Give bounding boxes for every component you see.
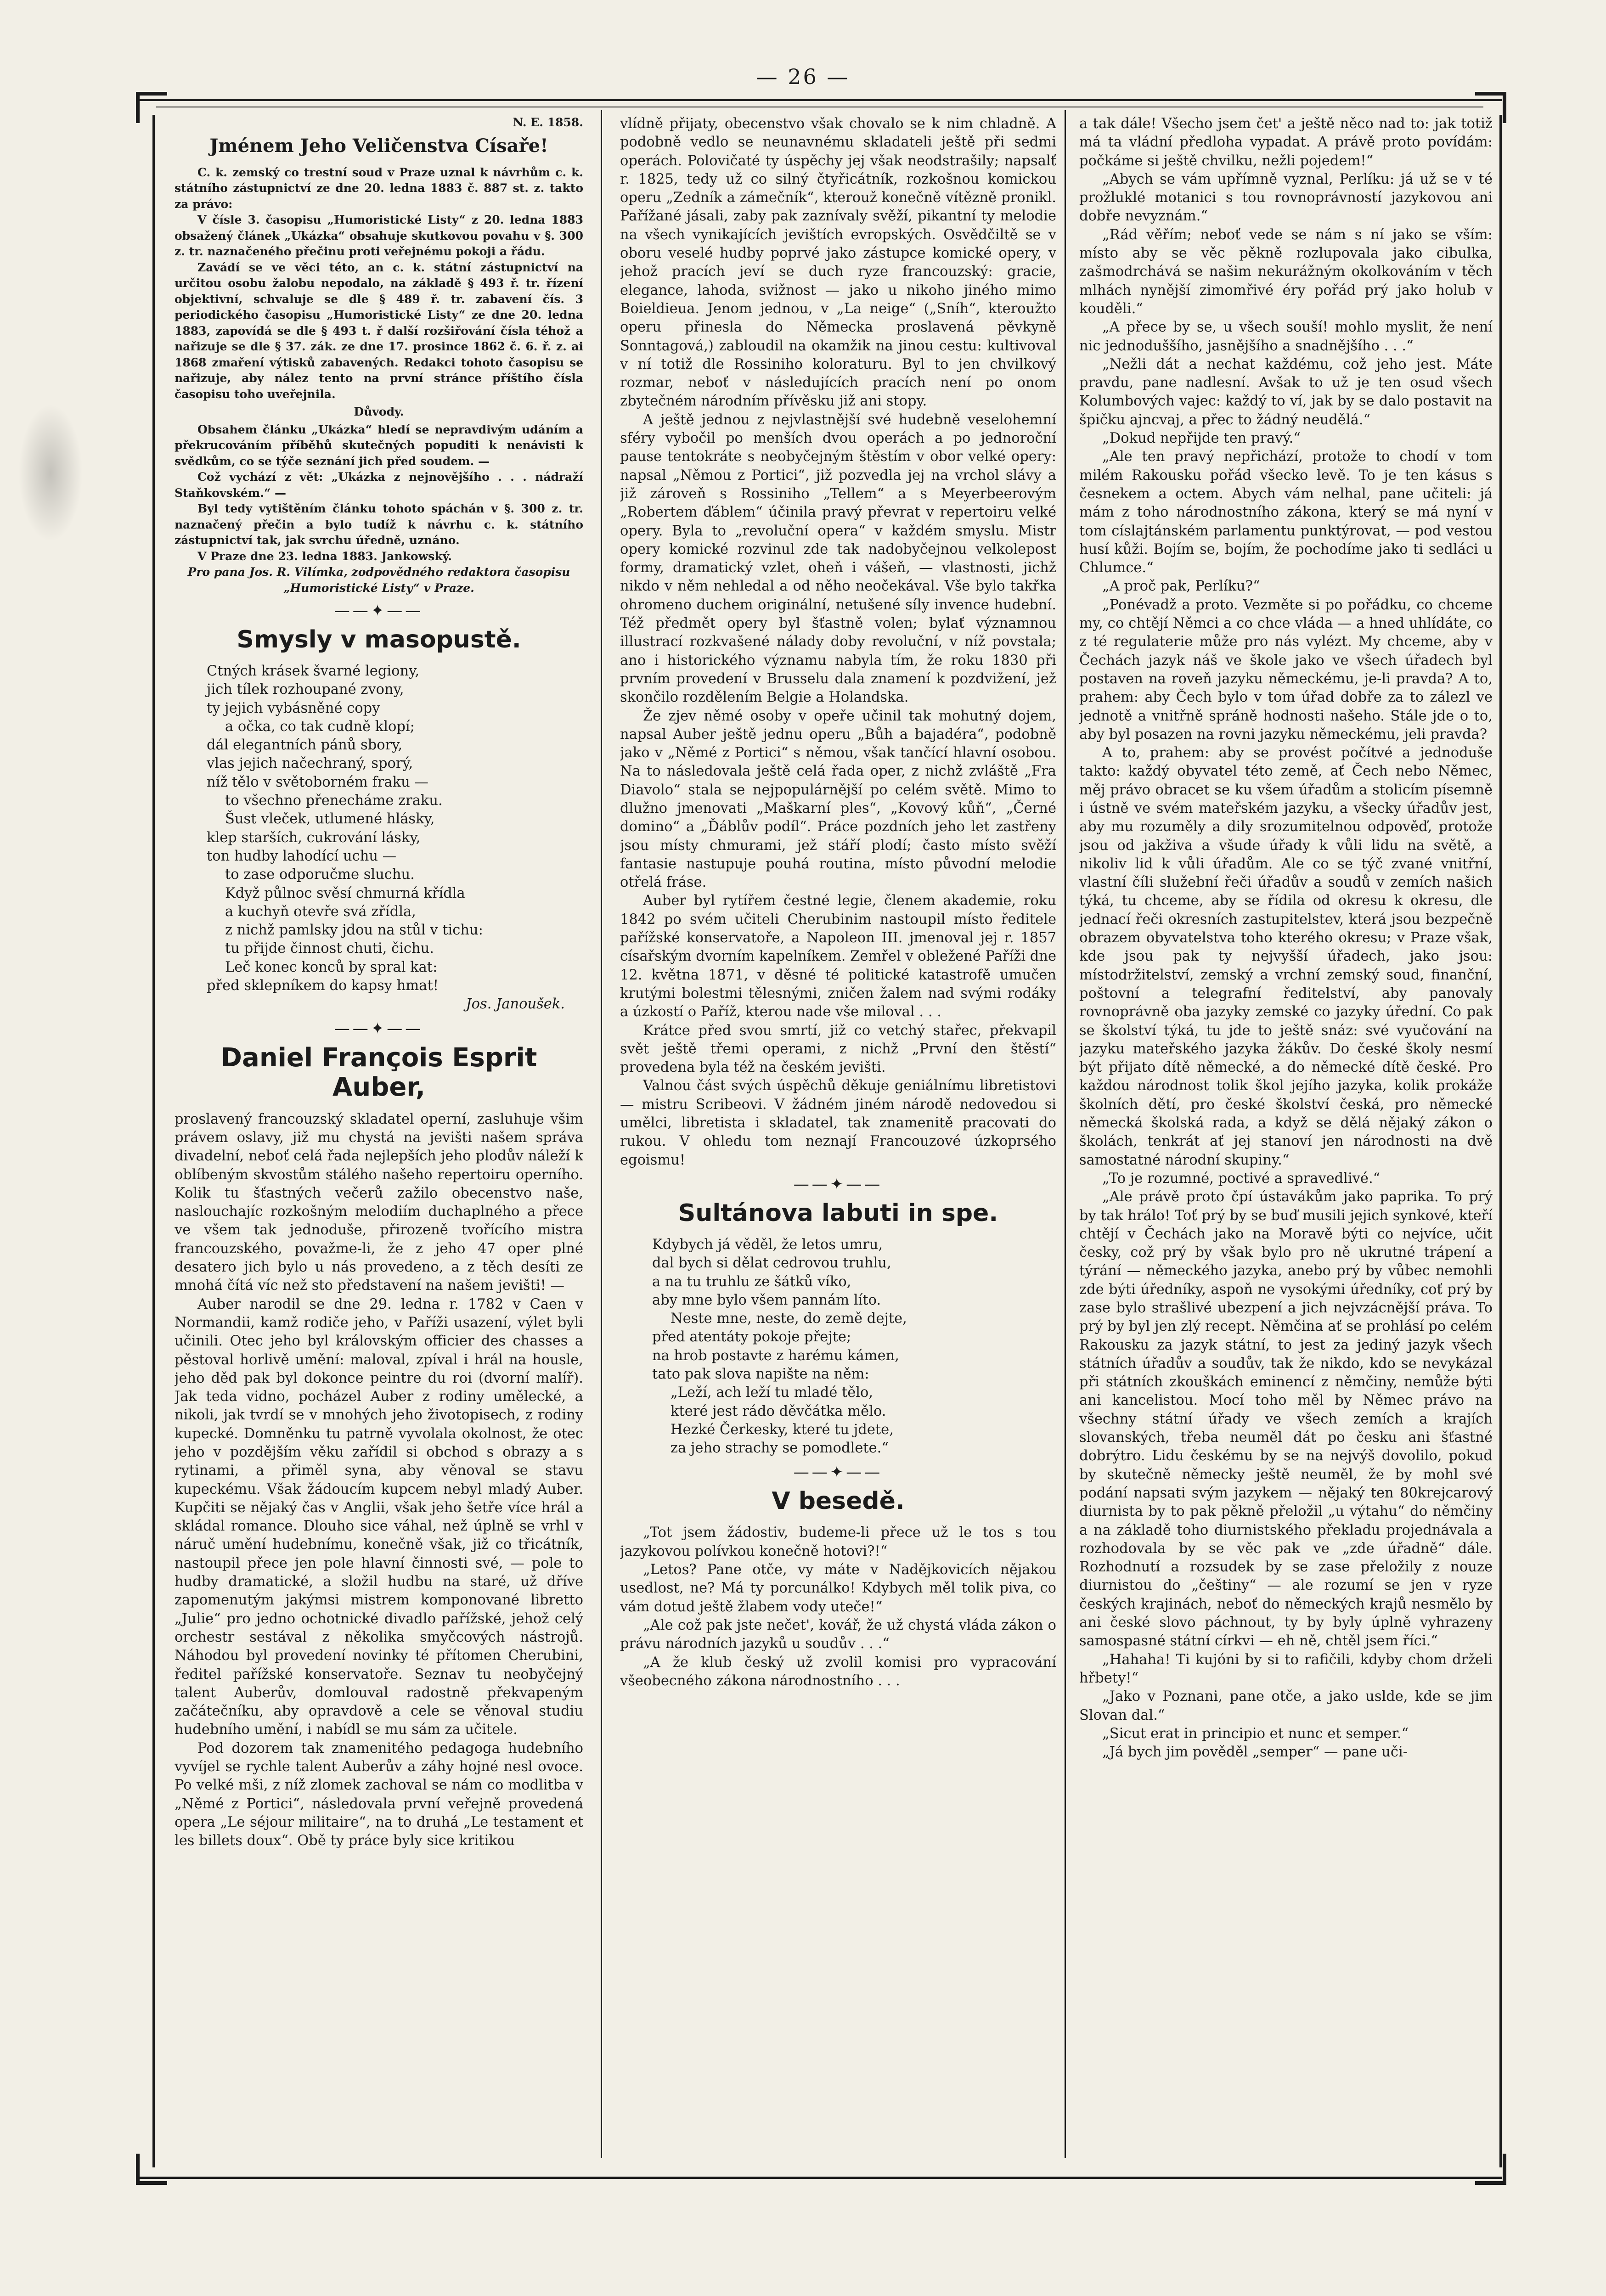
beseda-continued-paragraph: „Hahaha! Ti kujóni by si to rafičili, kdyby chom drželi hřbety!“ bbox=[1079, 1651, 1493, 1686]
reasons-paragraph: Obsahem článku „Ukázka“ hledí se nepravdivým udáním a překrucováním příběhů skutečných popuditi k nenávisti k svědkům, co se týče seznání jich před soudem. — bbox=[175, 422, 583, 468]
section-divider: ——✦—— bbox=[334, 602, 424, 620]
beseda-paragraph: „Tot jsem žádostiv, budeme-li přece už le tos s tou jazykovou polívkou konečně hotovi?!“ bbox=[620, 1525, 1056, 1559]
beseda-continued-paragraph: „Nežli dát a nechat každému, což jeho jest. Máte pravdu, pane nadlesní. Avšak to už je ten osud všech Kolumbových vajec: každý to ví, jak by se dalo postavit na špičku ajncvaj, a přec to žádný neudělá.“ bbox=[1079, 356, 1493, 428]
poem-sultanova bbox=[620, 1236, 1056, 1458]
paper-smudge bbox=[18, 404, 83, 542]
section-divider: ——✦—— bbox=[793, 1175, 883, 1193]
court-paragraph: Zavádí se ve věci této, an c. k. státní zástupnictví na určitou osobu žalobu nepodalo, na základě § 493 ř. tr. řízení objektivní, schvaluje se dle § 489 ř. tr. zabavení čís. 3 periodického časopisu „Humoristické Listy“ ze dne 20. ledna 1883, zapovídá se dle § 493 t. ř další rozšiřování čísla téhož a nařizuje se dle § 37. zák. ze dne 17. prosince 1862 č. 6. ř. z. ai 1868 zmaření výtisků zabavených. Redakci tohoto časopisu se nařizuje, aby nález tento na první stránce příštího čísla časopisu toho uveřejnila. bbox=[175, 260, 583, 401]
beseda-title: V besedě. bbox=[772, 1487, 905, 1515]
court-verdict bbox=[175, 165, 583, 597]
court-footer: Pro pana Jos. R. Vilímka, zodpovědného redaktora časopisu „Humoristické Listy“ v Praze. bbox=[187, 565, 570, 595]
auber-continued-paragraph: Auber byl rytířem čestné legie, členem akademie, roku 1842 po svém učiteli Cherubinim nastoupil místo ředitele pařížské konservatoře, a Napoleon III. jmenoval jej r. 1857 císařským dvorním kapelníkem. Zemřel v obležené Paříži dne 12. května 1871, v děsné té politické katastrofě umučen krutými bolestmi tělesnými, zničen žalem nad svými rodáky a úzkostí o Paříž, kterou nade vše miloval . . . bbox=[620, 893, 1056, 1020]
poem-line: to zase odporučme sluchu. bbox=[225, 867, 415, 883]
beseda-continued-paragraph: „Ponévadž a proto. Vezměte si po pořádku, co chceme my, co chtějí Němci a co chce vláda — a hned uhlídáte, co z té regulaterie může pro nás vylézt. My chceme, aby v Čechách jazyk náš ve škole jako ve všech úřadech byl postaven na roveň jazyku německému, je-li pravda? A to, prahem: aby Čech bylo v tom úřad dobře za to zálezl ve jednotě a vnitřně spráně hodnosti našeho. Stále jde o to, aby byl posazen na rovni jazyku německému, jeli pravda? bbox=[1079, 597, 1493, 743]
beseda-continued-paragraph: A to, prahem: aby se provést počítvé a jednoduše takto: každý obyvatel této země, ať Čech nebo Němec, měj právo obracet se ku všem úřadům a stolicím písemně i ústně ve svém mateřském jazyku, a všecky úřadův jest, aby mu rozuměly a dily srozumitelnou odpověď, protože jsou od jakživa a všude úřady k vůli lidu na světě, a nikoliv lid k vůli úřadům. Ale co se týč zvané vnitřní, vlastní číli služební řeči úřadův a soudů v zemích našich týká, tu chceme, aby se řídila od okresu k okresu, dle jednací řeči okresních zastupitelstev, která jsou bezpečně obrazem obyvatelstva toho kterého okresu; v Praze však, kde jsou pak ty nejvyšší úřadech, jako jsou: místodržitelství, zemský a vrchní zemský soud, finanční, poštovní a telegrafní ředitelství, aby panovaly rovnoprávně oba jazyky zemské co jazyky úřední. Co pak se školství týká, tu jde to ještě snáz: své vyučování na jazyku mateřského jazyka žákův. Do české školy nesmí být přijato dítě německé, a do německé dítě české. Pro každou národnost tolik škol jejího jazyka, kolik prokáže školních dětí, pro české školství česká, pro německé německá školská rada, a když se dělá nějaký zákon o školách, tenkrát ať jej stanoví jen národnosti na dvě samostatné národní skupiny.“ bbox=[1079, 745, 1493, 1168]
poem-line: a na tu truhlu ze šátků víko, bbox=[652, 1273, 851, 1290]
poem-line: a očka, co tak cudně klopí; bbox=[225, 718, 415, 735]
poem-line: Ctných krásek švarné legiony, bbox=[207, 663, 420, 679]
beseda-continued-paragraph: „Jako v Poznani, pane otče, a jako uslde, kde se jim Slovan dal.“ bbox=[1079, 1688, 1493, 1723]
poem-line: dál elegantních pánů sbory, bbox=[207, 737, 403, 754]
auber-continued-paragraph: Že zjev němé osoby v opeře učinil tak mohutný dojem, napsal Auber ještě jednu operu „Bůh a bajadéra“, podobně jako v „Němé z Portici“ s němou, však tančící hlavní osobou. Na to následovala ještě celá řada oper, z nichž zvláště „Fra Diavolo“ stala se nejpopulárnější po celém světě. Mimo to dlužno jmenovati „Maškarní ples“, „Kovový kůň“, „Černé domino“ a „Ďáblův podíl“. Práce pozdních jeho let zastřeny jsou místy chmurami, jež stáří plodí; často místo svěží fantasie nastupuje pouhá routina, místo původní melodie otřelá fráse. bbox=[620, 708, 1056, 891]
court-heading: Jménem Jeho Veličenstva Císaře! bbox=[209, 135, 548, 157]
poem-line: vlas jejich načechraný, sporý, bbox=[207, 755, 413, 772]
beseda-continued-paragraph: „Rád věřím; neboť vede se nám s ní jako se vším: místo aby se věc pěkně rozlupovala jako cibulka, zašmodrchává se našim nekurážným okolkováním v těch mlhách nynější zimomřivé éry pořád prý jako holub v kouděli.“ bbox=[1079, 226, 1493, 317]
poem-line: níž tělo v světoborném fraku — bbox=[207, 774, 428, 790]
poem-line: a kuchyň otevře svá zřídla, bbox=[225, 903, 416, 920]
frame-corner-top-left bbox=[136, 92, 167, 123]
beseda-paragraph: „Letos? Pane otče, vy máte v Nadějkovicích nějakou usedlost, ne? Má ty porcunálko! Kdybych měl tolik piva, co vám dotud ještě žlabem vody uteče!“ bbox=[620, 1562, 1056, 1615]
poem-line: ton hudby lahodící uchu — bbox=[207, 848, 397, 864]
poem-line: to všechno přenecháme zraku. bbox=[225, 793, 443, 809]
frame-bottom-line bbox=[138, 2177, 1502, 2179]
poem-author: Jos. Janoušek. bbox=[466, 996, 565, 1013]
auber-paragraph: Pod dozorem tak znamenitého pedagoga hudebního vyvíjel se rychle talent Auberův a záhy hojné nesl ovoce. Po velké mši, z níž zlomek zachoval se nám co modlitba v „Němé z Portici“, následovala první veřejně provedená opera „Le séjour militaire“, na to druhá „Le testament et les billets doux“. Obě ty práce byly sice kritikou bbox=[175, 1740, 583, 1849]
poem-line: před sklepníkem do kapsy hmat! bbox=[207, 978, 439, 994]
beseda-continued-paragraph: „Ale ten pravý nepřichází, protože to chodí v tom milém Rakousku pořád všecko levě. To je ten kásus s česnekem a octem. Abych vám nelhal, pane učiteli: já mám z toho národnostního zákona, který se má nyní v tom císlajtánském parlamentu punktýrovat, — pod vestou husí kůži. Bojím se, bojím, že pochodíme jako ti sedláci u Chlumce.“ bbox=[1079, 449, 1493, 576]
beseda-continued-paragraph: „A přece by se, u všech souší! mohlo myslit, že není nic jednoduššího, jasnějšího a snadnějšího . . .“ bbox=[1079, 319, 1493, 354]
section-divider: ——✦—— bbox=[334, 1019, 424, 1038]
auber-continued-paragraph: vlídně přijaty, obecenstvo však chovalo se k nim chladně. A podobně vedlo se neunavnému skladateli ještě při sedmi operách. Polovičaté ty úspěchy jej však neodstrašily; napsalť r. 1825, tedy už co silný čtyřicátník, rozkošnou komickou operu „Zedník a zámečník“, kterouž konečně vítězně pronikl. Pařížané jásali, zaby pak zaznívaly svěží, pikantní ty melodie na všech vynikajících jevištích evropských. Osvědčiltě se v oboru veselé hudby poprvé jako zástupce komické opery, v jehož pracích jeví se duch ryze francouzský: gracie, elegance, lahoda, svižnost — jako u nikoho jiného mimo Boieldieua. Jenom jednou, v „La neige“ („Sníh“, kteroužto operu přinesla do Německa proslavená pěvkyně Sonntagová,) zabloudil na okamžik na jinou cestu: kultivoval v ní totiž dle Rossiniho koloraturu. Byl to jen chvilkový rozmar, neboť v následujících pracích není po onom zbytečném národním přívěsku již ani stopy. bbox=[620, 116, 1056, 410]
court-reference: N. E. 1858. bbox=[513, 116, 583, 129]
poem-line: z nichž pamlsky jdou na stůl v tichu: bbox=[225, 922, 483, 939]
reasons-date: V Praze dne 23. ledna 1883. Jankowský. bbox=[197, 549, 452, 563]
auber-paragraph: Auber narodil se dne 29. ledna r. 1782 v Caen v Normandii, kamž rodiče jeho, v Paříži usazení, výlet byli učinili. Otec jeho byl královským officier des chasses a pěstoval horlivě umění: maloval, zpíval i hrál na housle, jeho děd pak byl dokonce peintre du roi (dvorní malíř). Jak teda vidno, pocházel Auber z rodiny umělecké, a nikoli, jak tvrdí se v mnohých jeho životopisech, z rodiny kupecké. Domněnku tu patrně vyvolala okolnost, že otec jeho v pozdějším věku zařídil si obchod s obrazy a s rytinami, a přiměl syna, aby věnoval se stavu kupeckému. Však žádoucím kupcem nebyl mladý Auber. Kupčiti se nějaký čas v Anglii, však jeho šetře více hrál a skládal romance. Dlouho sice váhal, než úplně se vrhl v náruč umění hudebnímu, konečně však, již co třicátník, nastoupil přece jen pole hlavní činnosti své, — pole to hudby dramatické, a složil hudbu na staré, už dříve zapomenutým jakýmsi mistrem komponované libretto „Julie“ pro jedno ochotnické divadlo pařížské, jehož celý orchestr sestával z několika smyčcových nástrojů. Náhodou byl provedení novinky té přítomen Cherubini, ředitel pařížské konservatoře. Seznav tu neobyčejný talent Auberův, domlouval radostně překvapeným začátečníku, aby opravdově a cele se věnoval studiu hudebního umění, i nabídl se mu sám za učitele. bbox=[175, 1296, 583, 1738]
beseda-paragraph: „A že klub český už zvolil komisi pro vypracování všeobecného zákona národnostního . . . bbox=[620, 1654, 1056, 1689]
poem-line: Když půlnoc svěsí chmurná křídla bbox=[225, 885, 465, 901]
beseda-paragraph: „Ale což pak jste nečet', kovář, že už chystá vláda zákon o právu národních jazyků u soudův . . .“ bbox=[620, 1617, 1056, 1652]
poem-line: které jest rádo děvčátka mělo. bbox=[671, 1403, 886, 1419]
reasons-title: Důvody. bbox=[354, 405, 404, 418]
poem-line: „Leží, ach leží tu mladé tělo, bbox=[671, 1384, 873, 1401]
beseda-continued-paragraph: a tak dále! Všecho jsem čet' a ještě něco nad to: jak totiž má ta vládní předloha vypadat. A právě proto povídám: počkáme si ještě chvilku, nežli pojedem!“ bbox=[1079, 116, 1493, 169]
poem-line: tato pak slova napište na něm: bbox=[652, 1366, 869, 1382]
poem-line: aby mne bylo všem pannám líto. bbox=[652, 1292, 881, 1308]
poem-line: Neste mne, neste, do země dejte, bbox=[671, 1311, 907, 1327]
beseda-continued-paragraph: „Já bych jim pověděl „semper“ — pane uči- bbox=[1102, 1744, 1408, 1761]
poem-line: za jeho strachy se pomodlete.“ bbox=[671, 1440, 889, 1457]
poem-line: tu přijde činnost chuti, čichu. bbox=[225, 940, 434, 957]
beseda-continued-paragraph: „Abych se vám upřímně vyznal, Perlíku: já už se v té prožluklé motanici s tou rovnoprávností jazykovou ani dobře nevyznám.“ bbox=[1079, 171, 1493, 225]
auber-title: Daniel François Esprit Auber, bbox=[220, 1042, 537, 1102]
frame-corner-bottom-right bbox=[1475, 2154, 1506, 2185]
frame-corner-bottom-left bbox=[136, 2154, 167, 2185]
auber-continued-paragraph: Krátce před svou smrtí, již co vetchý stařec, překvapil svět ještě třemi operami, z nichž „První den štěstí“ provedena byla též na českém jevišti. bbox=[620, 1022, 1056, 1076]
reasons-paragraph: Byl tedy vytištěním článku tohoto spáchán v §. 300 z. tr. naznačený přečin a bylo tudíž k návrhu c. k. státního zástupnictví tak, jak svrchu úředně, uznáno. bbox=[175, 502, 583, 547]
column-3 bbox=[1079, 115, 1493, 2135]
poem-line: ty jejich vybásněné copy bbox=[207, 700, 380, 716]
frame-top-line bbox=[138, 99, 1502, 101]
page-number: — 26 — bbox=[756, 64, 850, 89]
poem-title-smysly: Smysly v masopustě. bbox=[237, 626, 521, 653]
section-divider: ——✦—— bbox=[793, 1463, 883, 1482]
court-paragraph: V čísle 3. časopisu „Humoristické Listy“ z 20. ledna 1883 obsažený článek „Ukázka“ obsahuje skutkovou povahu v §. 300 z. tr. naznačeného přečinu proti veřejnému pokoji a řádu. bbox=[175, 213, 583, 258]
beseda-continued-paragraph: „Dokud nepřijde ten pravý.“ bbox=[1102, 430, 1301, 447]
poem-line: Hezké Čerkesky, které tu jdete, bbox=[671, 1421, 894, 1438]
frame-left-line bbox=[152, 115, 155, 2167]
poem-line: Kdybych já věděl, že letos umru, bbox=[652, 1236, 883, 1253]
beseda-continued-paragraph: „Sicut erat in principio et nunc et semper.“ bbox=[1102, 1725, 1409, 1742]
auber-paragraph: proslavený francouzský skladatel operní, zasluhuje všim právem oslavy, již mu chystá na jevišti našem správa divadelní, neboť celá řada nejlepších jeho plodův náleží k oblíbeným skvostům stálého našeho repertoiru operního. Kolik tu šťastných večerů zažilo obecenstvo naše, naslouchajíc rozkošným melodiím duchaplného a přece ve všem tak jednoduše, přirozeně tvořícího mistra francouzského, považme-li, že z jeho 47 oper plné desatero jich bylo u nás provedeno, a z těch desíti ze mnohá čítá víc než sto představení na našem jevišti! — bbox=[175, 1111, 583, 1294]
reasons-paragraph: Což vychází z vět: „Ukázka z nejnovějšího . . . nádraží Staňkovském.“ — bbox=[175, 470, 583, 500]
poem-line: jich tílek rozhoupané zvony, bbox=[207, 681, 404, 698]
poem-line: na hrob postavte z harému kámen, bbox=[652, 1347, 899, 1364]
beseda-continued-paragraph: „Ale právě proto čpí ústavákům jako paprika. To prý by tak hrálo! Toť prý by se buď musili jejich synkové, kteří chtějí v Čechách jako na Moravě býti co nejvíce, učit česky, což prý by však bylo pro ně ukrutné trápení a týrání — německého jazyka, anebo prý by vůbec nemohli zde býti úředníky, aspoň ne vysokými úředníky, coť prý by zase bylo strašlivé ubezpení a jich nejvzácnější práva. To prý by byl jen zlý recept. Němčina ať se prohlásí po celém Rakousku za jazyk státní, to jest za jediný jazyk všech státních úřadův a soudův, tak že nikdo, kdo se nevykázal při státních zkouškách eminencí z němčiny, nemůže býti ani kancelistou. Mocí toho měl by Němec právo na všechny státní úřady ve všech zemích a krajích slovanských, třeba neuměl dát po česku ani šťastné dobrýtro. Lidu českému by se na nejvýš dovolilo, pokud by skutečně německy ještě neuměl, že by mohl své podání napsati svým jazykem — nějaký ten 80krejcarový diurnista by to pak pěkně přeložil „u výtahu“ do němčiny a na základě toho diurnistského překladu projednávala a rozhodovala by se věc pak ve „zde úřadně“ dále. Rozhodnutí a rozsudek by se zase přeložily z nouze diurnistou do „češtiny“ — ale rozumí se jen v ryze českých krajinách, neboť do německých krajů nesmělo by ani české slovo páchnout, ty by byly úplně vyhrazeny samospasné státní církvi — eh ně, chtěl jsem říci.“ bbox=[1079, 1189, 1493, 1649]
frame-right-line bbox=[1499, 115, 1502, 2167]
column-1 bbox=[175, 115, 583, 2135]
poem-line: dal bych si dělat cedrovou truhlu, bbox=[652, 1255, 891, 1272]
column-rule-1 bbox=[601, 110, 602, 2158]
poem-title-sultanova: Sultánova labuti in spe. bbox=[678, 1199, 998, 1227]
beseda-continued-paragraph: „To je rozumné, poctivé a spravedlivé.“ bbox=[1102, 1170, 1381, 1187]
poem-smysly bbox=[175, 662, 583, 995]
column-rule-2 bbox=[1065, 110, 1066, 2158]
auber-continued-paragraph: Valnou část svých úspěchů děkuje geniálnímu libretistovi — mistru Scribeovi. V žádném jiném národě nedovedou si umělci, libretista i skladatel, tak znamenitě pracovati do rukou. V ohledu tom neznají Francouzové úzkoprsého egoismu! bbox=[620, 1078, 1056, 1168]
poem-line: před atentáty pokoje přejte; bbox=[652, 1329, 851, 1345]
column-2 bbox=[620, 115, 1056, 2135]
beseda-continued-paragraph: „A proč pak, Perlíku?“ bbox=[1102, 578, 1260, 595]
poem-line: klep starších, cukrování lásky, bbox=[207, 829, 421, 846]
court-paragraph: C. k. zemský co trestní soud v Praze uznal k návrhům c. k. státního zástupnictví ze dne 20. ledna 1883 č. 887 st. z. takto za právo: bbox=[175, 165, 583, 211]
poem-line: Leč konec konců by spral kat: bbox=[225, 959, 438, 975]
auber-continued-paragraph: A ještě jednou z nejvlastnější své hudebně veselohemní sféry vybočil po menších dvou operách a po jednoroční pause tentokráte s neobyčejným štěstím v obor velké opery: napsal „Němou z Portici“, již pozvedla jej na vrchol slávy a již zároveň s Rossiniho „Tellem“ a s Meyerbeerovým „Robertem ďáblem“ účinila pravý převrat v repertoiru velké opery. Byla to „revoluční opera“ v každém smyslu. Mistr opery komické rozvinul zde tak nadobyčejnou velkolepost formy, dramatický vzlet, oheň i vášeň, — vlastnosti, jichž nikdo v něm nehledal a od něho neočekával. Vše bylo takřka ohromeno duchem originální, netušené síly invence hudební. Též předmět opery byl šťastně volen; bylať významnou illustrací rozkvašené nálady doby revoluční, v níž povstala; ano i historického významu nabyla tím, že roku 1830 při prvním provedení v Brusselu dala znamení k pozdvižení, jež skončilo rozdělením Belgie a Holandska. bbox=[620, 411, 1056, 706]
poem-line: Šust vleček, utlumené hlásky, bbox=[225, 811, 435, 827]
